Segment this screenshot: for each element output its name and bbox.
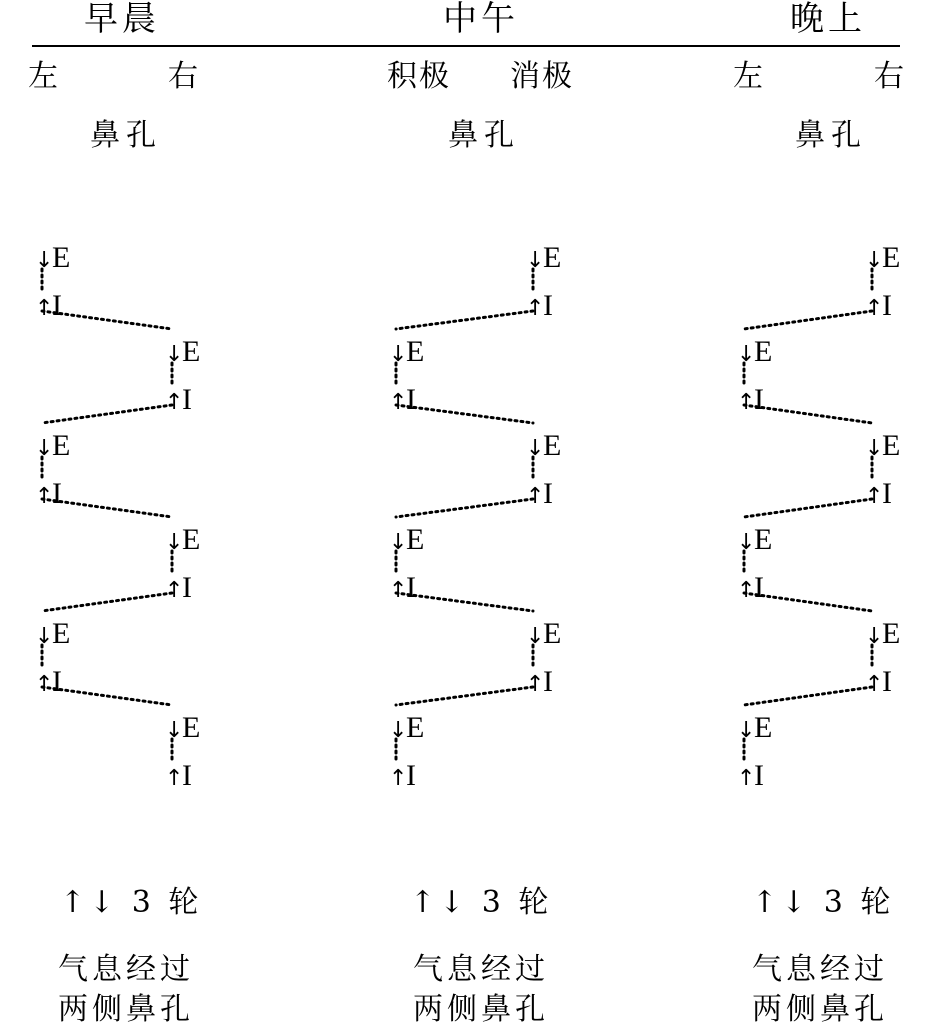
morning-left-label: 左: [28, 59, 60, 94]
morning-inhale-arrow: ↑: [35, 484, 54, 509]
evening-nostril-label: 鼻孔: [795, 118, 867, 153]
noon-inhale-mark: I: [543, 289, 553, 322]
morning-rounds: ↑↓ 3 轮: [60, 885, 203, 920]
morning-exhale-mark: E: [52, 429, 71, 462]
noon-diagonal-link: [396, 499, 533, 517]
morning-inhale-mark: I: [52, 477, 62, 510]
evening-inhale-arrow: ↑: [865, 296, 884, 321]
morning-diagonal-link: [42, 405, 172, 423]
evening-inhale-arrow: ↑: [865, 484, 884, 509]
morning-exhale-mark: E: [52, 241, 71, 274]
noon-exhale-mark: E: [406, 335, 425, 368]
morning-exhale-arrow: ↓: [35, 248, 54, 273]
morning-diagonal-link: [42, 593, 172, 611]
noon-exhale-mark: E: [543, 241, 562, 274]
evening-exhale-mark: E: [754, 711, 773, 744]
morning-inhale-arrow: ↑: [35, 672, 54, 697]
noon-active-label: 积极: [387, 59, 451, 94]
evening-exhale-mark: E: [754, 523, 773, 556]
morning-exhale-mark: E: [182, 711, 201, 744]
evening-exhale-arrow: ↓: [737, 530, 756, 555]
header-morning: 早晨: [84, 0, 160, 39]
noon-exhale-mark: E: [543, 617, 562, 650]
evening-exhale-mark: E: [882, 617, 901, 650]
evening-left-label: 左: [733, 59, 765, 94]
noon-exhale-arrow: ↓: [526, 248, 545, 273]
noon-inhale-arrow: ↑: [526, 296, 545, 321]
evening-exhale-arrow: ↓: [865, 248, 884, 273]
morning-exhale-arrow: ↓: [35, 436, 54, 461]
evening-footer-line2: 两侧鼻孔: [752, 992, 888, 1027]
noon-inhale-mark: I: [406, 759, 416, 792]
evening-inhale-mark: I: [754, 383, 764, 416]
morning-inhale-arrow: ↑: [165, 766, 184, 791]
noon-inhale-mark: I: [543, 477, 553, 510]
evening-inhale-arrow: ↑: [865, 672, 884, 697]
evening-inhale-mark: I: [754, 571, 764, 604]
noon-inhale-mark: I: [406, 383, 416, 416]
noon-exhale-arrow: ↓: [389, 530, 408, 555]
noon-footer-line2: 两侧鼻孔: [413, 992, 549, 1027]
evening-exhale-arrow: ↓: [865, 624, 884, 649]
noon-inhale-mark: I: [406, 571, 416, 604]
noon-inhale-arrow: ↑: [526, 672, 545, 697]
morning-inhale-mark: I: [182, 571, 192, 604]
morning-inhale-mark: I: [52, 289, 62, 322]
morning-exhale-arrow: ↓: [165, 718, 184, 743]
evening-inhale-arrow: ↑: [737, 390, 756, 415]
morning-nostril-label: 鼻孔: [90, 118, 162, 153]
morning-exhale-mark: E: [182, 335, 201, 368]
evening-inhale-arrow: ↑: [737, 578, 756, 603]
evening-inhale-mark: I: [882, 665, 892, 698]
morning-inhale-arrow: ↑: [165, 390, 184, 415]
morning-exhale-arrow: ↓: [165, 342, 184, 367]
noon-inhale-mark: I: [543, 665, 553, 698]
evening-exhale-arrow: ↓: [737, 718, 756, 743]
morning-inhale-mark: I: [52, 665, 62, 698]
morning-inhale-arrow: ↑: [165, 578, 184, 603]
noon-exhale-arrow: ↓: [389, 718, 408, 743]
noon-diagonal-link: [396, 687, 533, 705]
evening-exhale-arrow: ↓: [865, 436, 884, 461]
noon-diagonal-link: [396, 311, 533, 329]
morning-exhale-arrow: ↓: [165, 530, 184, 555]
morning-inhale-mark: I: [182, 759, 192, 792]
noon-inhale-arrow: ↑: [389, 390, 408, 415]
noon-diagonal-link: [396, 405, 533, 423]
evening-footer-line1: 气息经过: [752, 952, 888, 987]
evening-exhale-arrow: ↓: [737, 342, 756, 367]
noon-rounds: ↑↓ 3 轮: [410, 885, 553, 920]
morning-footer-line2: 两侧鼻孔: [58, 992, 194, 1027]
evening-diagonal-link: [744, 499, 872, 517]
evening-right-label: 右: [874, 59, 906, 94]
morning-exhale-mark: E: [52, 617, 71, 650]
noon-nostril-label: 鼻孔: [448, 118, 520, 153]
noon-exhale-mark: E: [406, 523, 425, 556]
evening-rounds: ↑↓ 3 轮: [752, 885, 895, 920]
evening-inhale-mark: I: [882, 289, 892, 322]
morning-exhale-arrow: ↓: [35, 624, 54, 649]
morning-inhale-arrow: ↑: [35, 296, 54, 321]
evening-diagonal-link: [744, 687, 872, 705]
noon-exhale-arrow: ↓: [526, 624, 545, 649]
header-noon: 中午: [443, 0, 519, 39]
evening-inhale-mark: I: [882, 477, 892, 510]
noon-inhale-arrow: ↑: [389, 578, 408, 603]
noon-exhale-arrow: ↓: [526, 436, 545, 461]
noon-exhale-mark: E: [543, 429, 562, 462]
header-evening: 晚上: [790, 0, 866, 39]
evening-inhale-arrow: ↑: [737, 766, 756, 791]
noon-exhale-mark: E: [406, 711, 425, 744]
noon-footer-line1: 气息经过: [413, 952, 549, 987]
noon-inhale-arrow: ↑: [389, 766, 408, 791]
noon-exhale-arrow: ↓: [389, 342, 408, 367]
noon-diagonal-link: [396, 593, 533, 611]
morning-exhale-mark: E: [182, 523, 201, 556]
evening-exhale-mark: E: [754, 335, 773, 368]
noon-inhale-arrow: ↑: [526, 484, 545, 509]
morning-inhale-mark: I: [182, 383, 192, 416]
evening-exhale-mark: E: [882, 429, 901, 462]
evening-inhale-mark: I: [754, 759, 764, 792]
evening-diagonal-link: [744, 311, 872, 329]
morning-right-label: 右: [168, 59, 200, 94]
morning-footer-line1: 气息经过: [58, 952, 194, 987]
evening-exhale-mark: E: [882, 241, 901, 274]
noon-passive-label: 消极: [510, 59, 574, 94]
